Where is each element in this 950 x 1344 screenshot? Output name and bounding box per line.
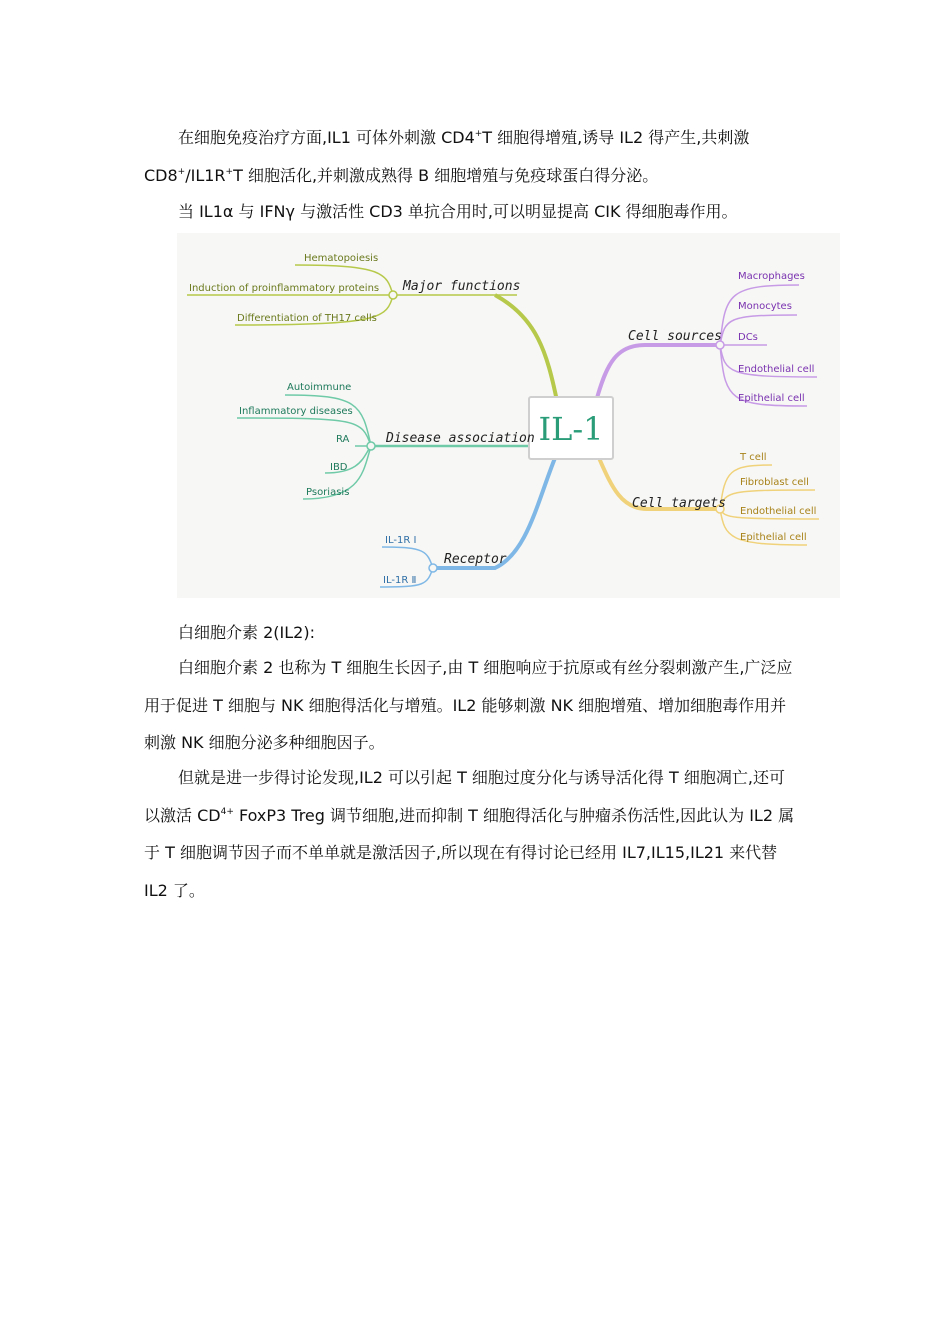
branch-receptor xyxy=(380,458,555,587)
leaf-monocytes: Monocytes xyxy=(738,301,792,312)
branch-label-major-functions: Major functions xyxy=(403,279,521,294)
node-dot xyxy=(389,291,397,299)
leaf-ra: RA xyxy=(336,434,350,445)
node-dot xyxy=(367,442,375,450)
connector-cell-sources xyxy=(597,345,720,398)
text-line: 以激活 $CD^{4+}$ FoxP3 Treg 调节细胞,进而抑制 T 细胞得活化与肿瘤杀伤活性,因此认为 IL2 属 xyxy=(144,805,795,825)
leaf-psoriasis: Psoriasis xyxy=(306,487,350,498)
mind-map-canvas xyxy=(177,233,840,598)
text-line: CD8+/IL1R+T 细胞活化,并刺激成熟得 B 细胞增殖与免疫球蛋白得分泌。 xyxy=(144,165,659,185)
text-line: IL2 了。 xyxy=(144,880,205,900)
text-line: 白细胞介素 2 也称为 T 细胞生长因子,由 T 细胞响应于抗原或有丝分裂刺激产生,广泛应 xyxy=(178,658,793,677)
leaf-il1r2: IL-1R Ⅱ xyxy=(383,575,417,586)
leaf-th17: Differentiation of TH17 cells xyxy=(237,313,377,324)
leaf-endothelial-source: Endothelial cell xyxy=(738,364,815,375)
text-line: 于 T 细胞调节因子而不单单就是激活因子,所以现在有得讨论已经用 IL7,IL15,IL21 来代替 xyxy=(144,843,778,862)
node-dot xyxy=(429,564,437,572)
branch-label-disease-association: Disease association xyxy=(386,431,535,446)
paragraph-il2-description xyxy=(144,649,814,762)
center-label: IL-1 xyxy=(538,410,604,448)
leaf-autoimmune: Autoimmune xyxy=(287,382,352,393)
text-line: 用于促进 T 细胞与 NK 细胞得活化与增殖。IL2 能够刺激 NK 细胞增殖、增加细胞毒作用并 xyxy=(144,695,787,715)
leaf-il1r1: IL-1R Ⅰ xyxy=(385,535,417,546)
leaf-epithelial-source: Epithelial cell xyxy=(738,393,805,404)
center-node xyxy=(529,397,613,459)
paragraph-il2-regulation xyxy=(144,759,814,909)
branch-label-cell-targets: Cell targets xyxy=(632,496,726,511)
connector-major-functions xyxy=(495,295,557,401)
leaf-epithelial-target: Epithelial cell xyxy=(740,532,807,543)
branch-label-receptor: Receptor xyxy=(444,552,507,567)
leaf-inflammatory-diseases: Inflammatory diseases xyxy=(239,406,353,417)
text-line: 在细胞免疫治疗方面,IL1 可体外刺激 CD4+T 细胞得增殖,诱导 IL2 得产生,共刺激 xyxy=(178,128,750,147)
text-line: 但就是进一步得讨论发现,IL2 可以引起 T 细胞过度分化与诱导活化得 T 细胞凋亡,还可 xyxy=(178,768,785,787)
paragraph-il1-immunotherapy xyxy=(144,119,814,194)
leaf-t-cell: T cell xyxy=(740,452,767,463)
heading-il2: 白细胞介素 2(IL2): xyxy=(178,623,315,642)
text-line: 刺激 NK 细胞分泌多种细胞因子。 xyxy=(144,733,385,752)
leaf-fibroblast: Fibroblast cell xyxy=(740,477,809,488)
leaf-proinflammatory: Induction of proinflammatory proteins xyxy=(189,283,380,294)
branch-label-cell-sources: Cell sources xyxy=(628,329,722,344)
leaf-endothelial-target: Endothelial cell xyxy=(740,506,817,517)
leaf-dcs: DCs xyxy=(738,332,758,343)
il1-mind-map xyxy=(177,233,840,598)
leaf-hematopoiesis: Hematopoiesis xyxy=(304,253,379,264)
leaf-macrophages: Macrophages xyxy=(738,271,805,282)
paragraph-il1-cik: 当 IL1α 与 IFNγ 与激活性 CD3 单抗合用时,可以明显提高 CIK 得细胞毒作用。 xyxy=(178,202,738,221)
leaf-ibd: IBD xyxy=(330,462,348,473)
